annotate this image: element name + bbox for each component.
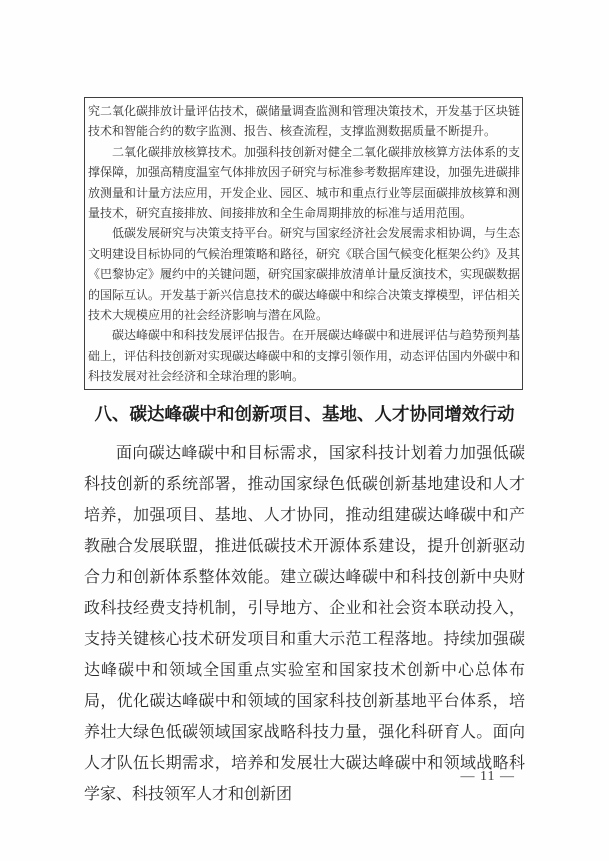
section-heading: 八、碳达峰碳中和创新项目、基地、人才协同增效行动: [94, 404, 515, 424]
body-paragraph: 面向碳达峰碳中和目标需求，国家科技计划着力加强低碳科技创新的系统部署，推动国家绿色低碳创新基地建设和人才培养，加强项目、基地、人才协同，推动组建碳达峰碳中和产教融合发展联盟，推进低碳技术开源体系建设，提升创新驱动合力和创新体系整体效能。建立碳达峰碳中和科技创新中央财政科技经费支持机制，引导地方、企业和社会资本联动投入，支持关键核心技术研发项目和重大示范工程落地。持续加强碳达峰碳中和领域全国重点实验室和国家技术创新中心总体布局，优化碳达峰碳中和领域的国家科技创新基地平台体系，培养壮大绿色低碳领域国家战略科技力量，强化科研育人。面向人才队伍长期需求，培养和发展壮大碳达峰碳中和领域战略科学家、科技领军人才和创新团: [84, 445, 525, 803]
boxed-paragraph: 碳达峰碳中和科技发展评估报告。在开展碳达峰碳中和进展评估与趋势预判基础上，评估科技创新对实现碳达峰碳中和的支撑引领作用，动态评估国内外碳中和科技发展对社会经济和全球治理的影响。: [88, 328, 521, 384]
boxed-excerpt: [84, 97, 523, 390]
content-column: [84, 97, 525, 810]
boxed-paragraph: 二氧化碳排放核算技术。加强科技创新对健全二氧化碳排放核算方法体系的支撑保障，加强高精度温室气体排放因子研究与标准参考数据库建设，加强先进碳排放测量和计量方法应用，开发企业、园区、城市和重点行业等层面碳排放核算和测量技术，研究直接排放、间接排放和全生命周期排放的标准与适用范围。: [88, 144, 521, 221]
boxed-paragraph: 究二氧化碳排放计量评估技术，碳储量调查监测和管理决策技术，开发基于区块链技术和智能合约的数字监测、报告、核查流程，支撑监测数据质量不断提升。: [88, 104, 521, 139]
boxed-paragraph: 低碳发展研究与决策支持平台。研究与国家经济社会发展需求相协调，与生态文明建设目标协同的气候治理策略和路径，研究《联合国气候变化框架公约》及其《巴黎协定》履约中的关键问题，研究国家碳排放清单计量反演技术，实现碳数据的国际互认。开发基于新兴信息技术的碳达峰碳中和综合决策支撑模型，评估相关技术大规模应用的社会经济影响与潜在风险。: [88, 226, 521, 323]
section-body: [84, 438, 525, 810]
page-number: — 11 —: [460, 769, 515, 784]
